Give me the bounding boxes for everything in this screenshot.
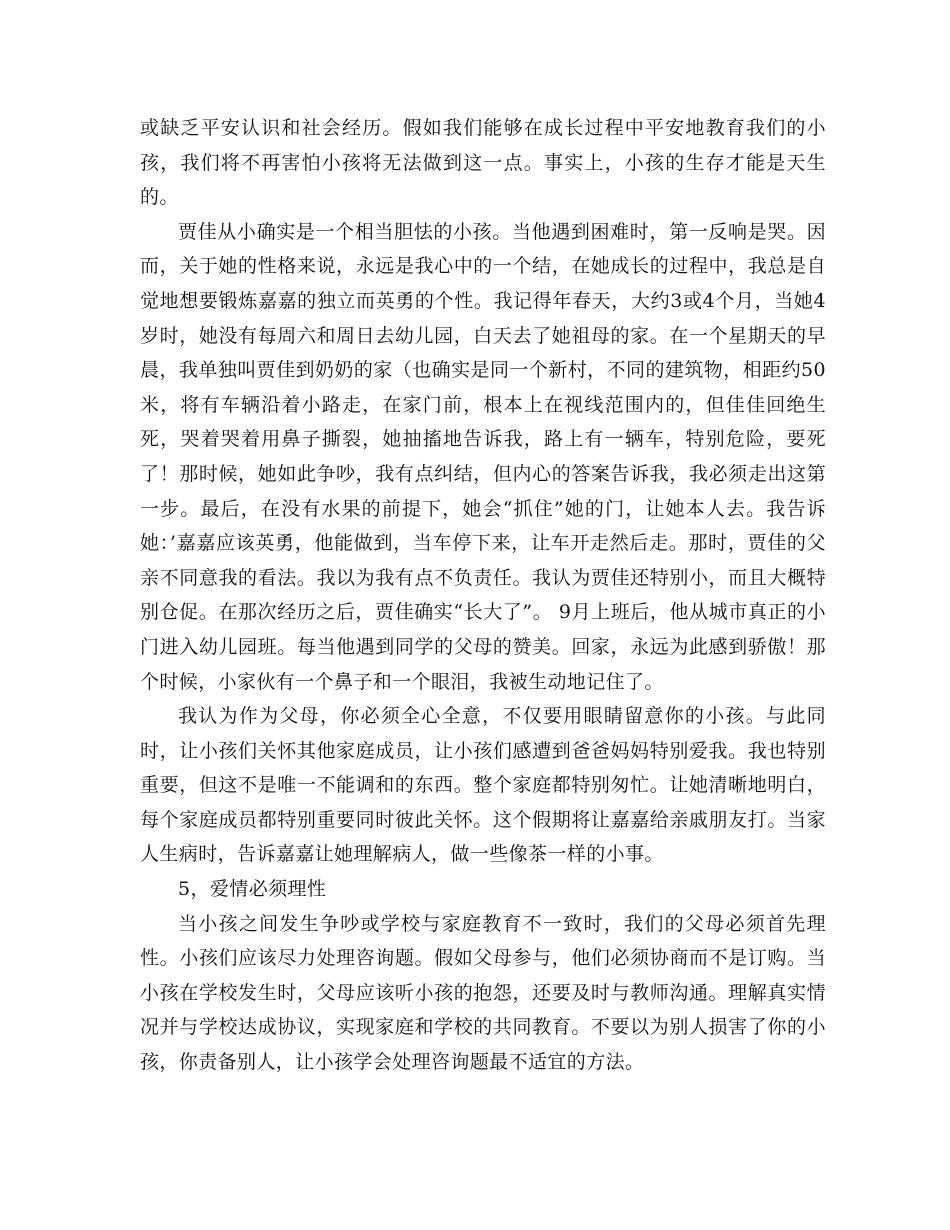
section-heading: 5，爱情必须理性 bbox=[178, 878, 327, 901]
paragraph-rational-love: 当小孩之间发生争吵或学校与家庭教育不一致时，我们的父母必须首先理性。小孩们应该尽力处理咨询题。假如父母参与，他们必须协商而不是订购。当小孩在学校发生时，父母应该听小孩的抱怨，还要及时与教师沟通。理解真实情况并与学校达成协议，实现家庭和学校的共同教育。不要以为别人损害了你的小孩，你责备别人，让小孩学会处理咨询题最不适宜的方法。 bbox=[140, 912, 826, 1074]
paragraph-jiajia-story: 贾佳从小确实是一个相当胆怯的小孩。当他遇到困难时，第一反响是哭。因而，关于她的性格来说，永远是我心中的一个结，在她成长的过程中，我总是自觉地想要锻炼嘉嘉的独立而英勇的个性。我记得年春天，大约3或4个月，当她4岁时，她没有每周六和周日去幼儿园，白天去了她祖母的家。在一个星期天的早晨，我单独叫贾佳到奶奶的家（也确实是同一个新村，不同的建筑物，相距约50米，将有车辆沿着小路走，在家门前，根本上在视线范围内的，但佳佳回绝生死，哭着哭着用鼻子撕裂，她抽搐地告诉我，路上有一辆车，特别危险，要死了！那时候，她如此争吵，我有点纠结，但内心的答案告诉我，我必须走出这第一步。最后，在没有水果的前提下，她会“抓住”她的门，让她本人去。我告诉她：’嘉嘉应该英勇，他能做到，当车停下来，让车开走然后走。那时，贾佳的父亲不同意我的看法。我以为我有点不负责任。我认为贾佳还特别小，而且大概特别仓促。在那次经历之后，贾佳确实“长大了”。 9月上班后，他从城市真正的小门进入幼儿园班。每当他遇到同学的父母的赞美。回家，永远为此感到骄傲！那个时候，小家伙有一个鼻子和一个眼泪，我被生动地记住了。 bbox=[140, 220, 826, 693]
paragraph-continuation: 或缺乏平安认识和社会经历。假如我们能够在成长过程中平安地教育我们的小孩，我们将不再害怕小孩将无法做到这一点。事实上，小孩的生存才能是天生的。 bbox=[140, 117, 826, 209]
document-body bbox=[140, 111, 826, 1080]
paragraph-family-care: 我认为作为父母，你必须全心全意，不仅要用眼睛留意你的小孩。与此同时，让小孩们关怀其他家庭成员，让小孩们感遭到爸爸妈妈特别爱我。我也特别重要，但这不是唯一不能调和的东西。整个家庭都特别匆忙。让她清晰地明白，每个家庭成员都特别重要同时彼此关怀。这个假期将让嘉嘉给亲戚朋友打。当家人生病时，告诉嘉嘉让她理解病人，做一些像茶一样的小事。 bbox=[140, 705, 826, 866]
